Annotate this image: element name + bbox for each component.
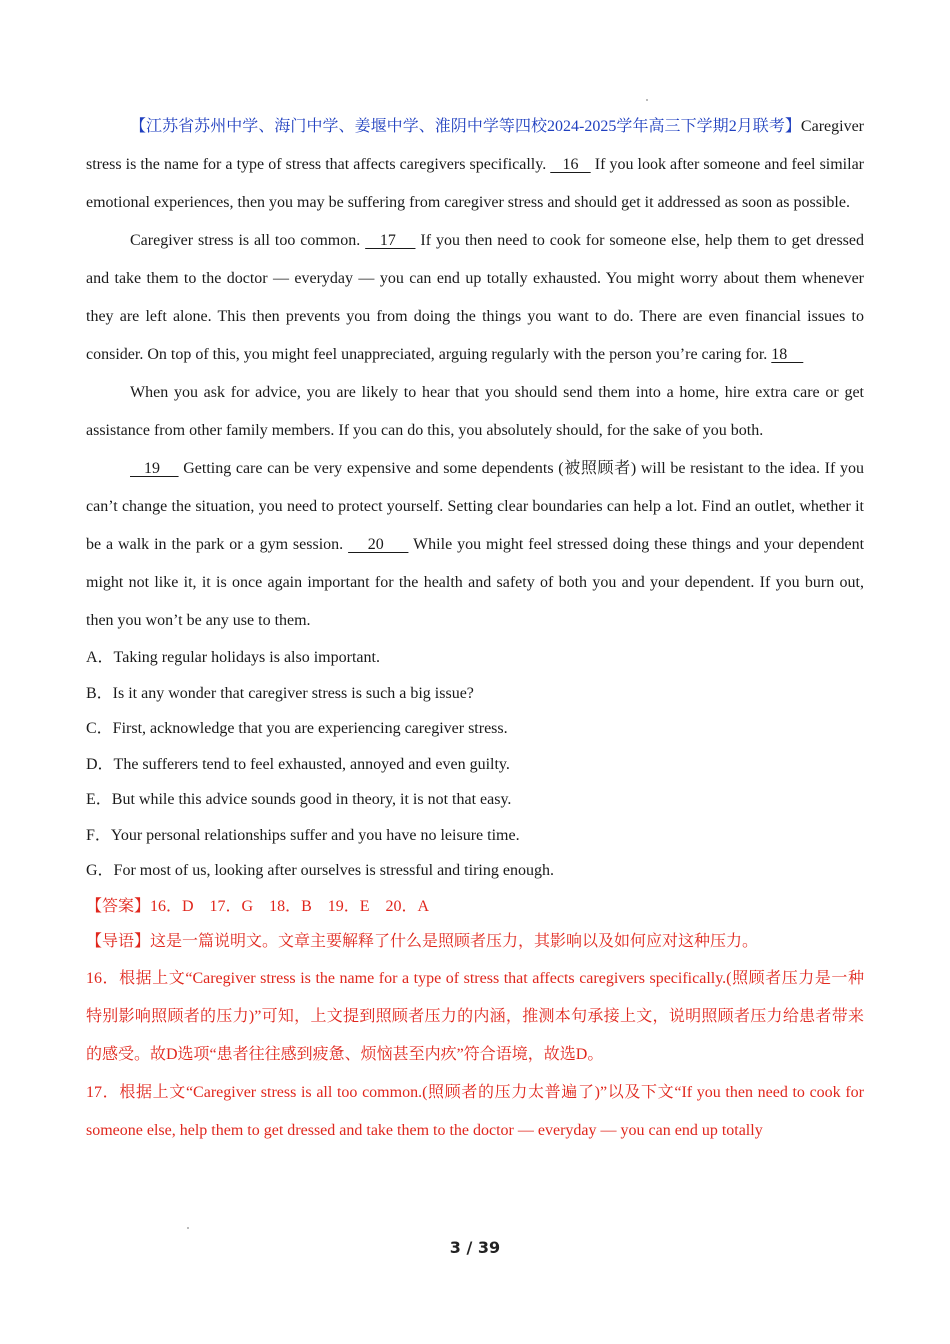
blank-16: 16 bbox=[550, 156, 591, 173]
guide-text: 【导语】这是一篇说明文。文章主要解释了什么是照顾者压力，其影响以及如何应对这种压力。 bbox=[86, 933, 759, 950]
page-number: 3 / 39 bbox=[449, 1238, 501, 1257]
explanation-16: 16．根据上文“Caregiver stress is the name for a type of stress that affects caregivers specifically.(照顾者压力是一种特别影响照顾者的压力)”可知，上文提到照顾者压力的内涵，推测本句承接上文，说明照顾者压力给患者带来的感受。故D选项“患者往往感到疲惫、烦恼甚至内疚”符合语境，故选D。 bbox=[86, 969, 864, 1063]
passage-paragraph-1: 【江苏省苏州中学、海门中学、姜堰中学、淮阴中学等四校2024-2025学年高三下学期2月联考】Caregiver stress is the name for a type of stress that affects caregivers specifically. 16 If you look after someone and feel similar emotional experiences, then you may be suffering from caregiver stress and should get it addressed as soon as possible. bbox=[86, 118, 865, 211]
answer-key: 【答案】16．D 17．G 18．B 19．E 20．A bbox=[86, 897, 430, 915]
option-c: C．First, acknowledge that you are experiencing caregiver stress. bbox=[86, 720, 508, 737]
option-b: B．Is it any wonder that caregiver stress is such a big issue? bbox=[86, 684, 474, 702]
passage-paragraph-4: 19 Getting care can be very expensive and some dependents (被照顾者) will be resistant to the idea. If you can’t change the situation, you need to protect yourself. Setting clear boundaries can help a lot. Find an outlet, whether it be a walk in the park or a gym session. 20 While you might feel stressed doing these things and your dependent might not like it, it is once again important for the health and safety of both you and your dependent. If you burn out, then you won’t be any use to them. bbox=[86, 460, 865, 629]
blank-17: 17 bbox=[365, 232, 416, 249]
options-list bbox=[86, 640, 864, 889]
blank-19: 19 bbox=[130, 460, 179, 477]
option-g: G．For most of us, looking after ourselves is stressful and tiring enough. bbox=[86, 862, 554, 879]
blank-20: 20 bbox=[348, 536, 409, 553]
option-e: E．But while this advice sounds good in theory, it is not that easy. bbox=[86, 791, 512, 808]
option-d: D．The sufferers tend to feel exhausted, annoyed and even guilty. bbox=[86, 755, 510, 773]
scan-speck bbox=[187, 1227, 189, 1229]
scan-speck bbox=[646, 99, 648, 101]
passage-paragraph-3: When you ask for advice, you are likely to hear that you should send them into a home, hire extra care or get assistance from other family members. If you can do this, you absolutely should, for the sake of you both. bbox=[86, 384, 864, 439]
explanation-17: 17．根据上文“Caregiver stress is all too common.(照顾者的压力太普遍了)”以及下文“If you then need to cook for someone else, help them to get dressed and take them to the doctor — everyday — you can end up totally bbox=[86, 1083, 864, 1139]
passage-paragraph-2: Caregiver stress is all too common. 17 If you then need to cook for someone else, help them to get dressed and take them to the doctor — everyday — you can end up totally exhausted. You might worry about them whenever they are left alone. This then prevents you from doing the things you want to do. There are even financial issues to consider. On top of this, you might feel unappreciated, arguing regularly with the person you’re caring for. 18 bbox=[86, 232, 865, 363]
option-a: A．Taking regular holidays is also important. bbox=[86, 649, 380, 666]
option-f: F．Your personal relationships suffer and you have no leisure time. bbox=[86, 826, 520, 844]
blank-18: 18 bbox=[771, 346, 804, 363]
source-label: 【江苏省苏州中学、海门中学、姜堰中学、淮阴中学等四校2024-2025学年高三下学期2月联考】 bbox=[130, 118, 801, 135]
page-content bbox=[86, 108, 864, 1150]
